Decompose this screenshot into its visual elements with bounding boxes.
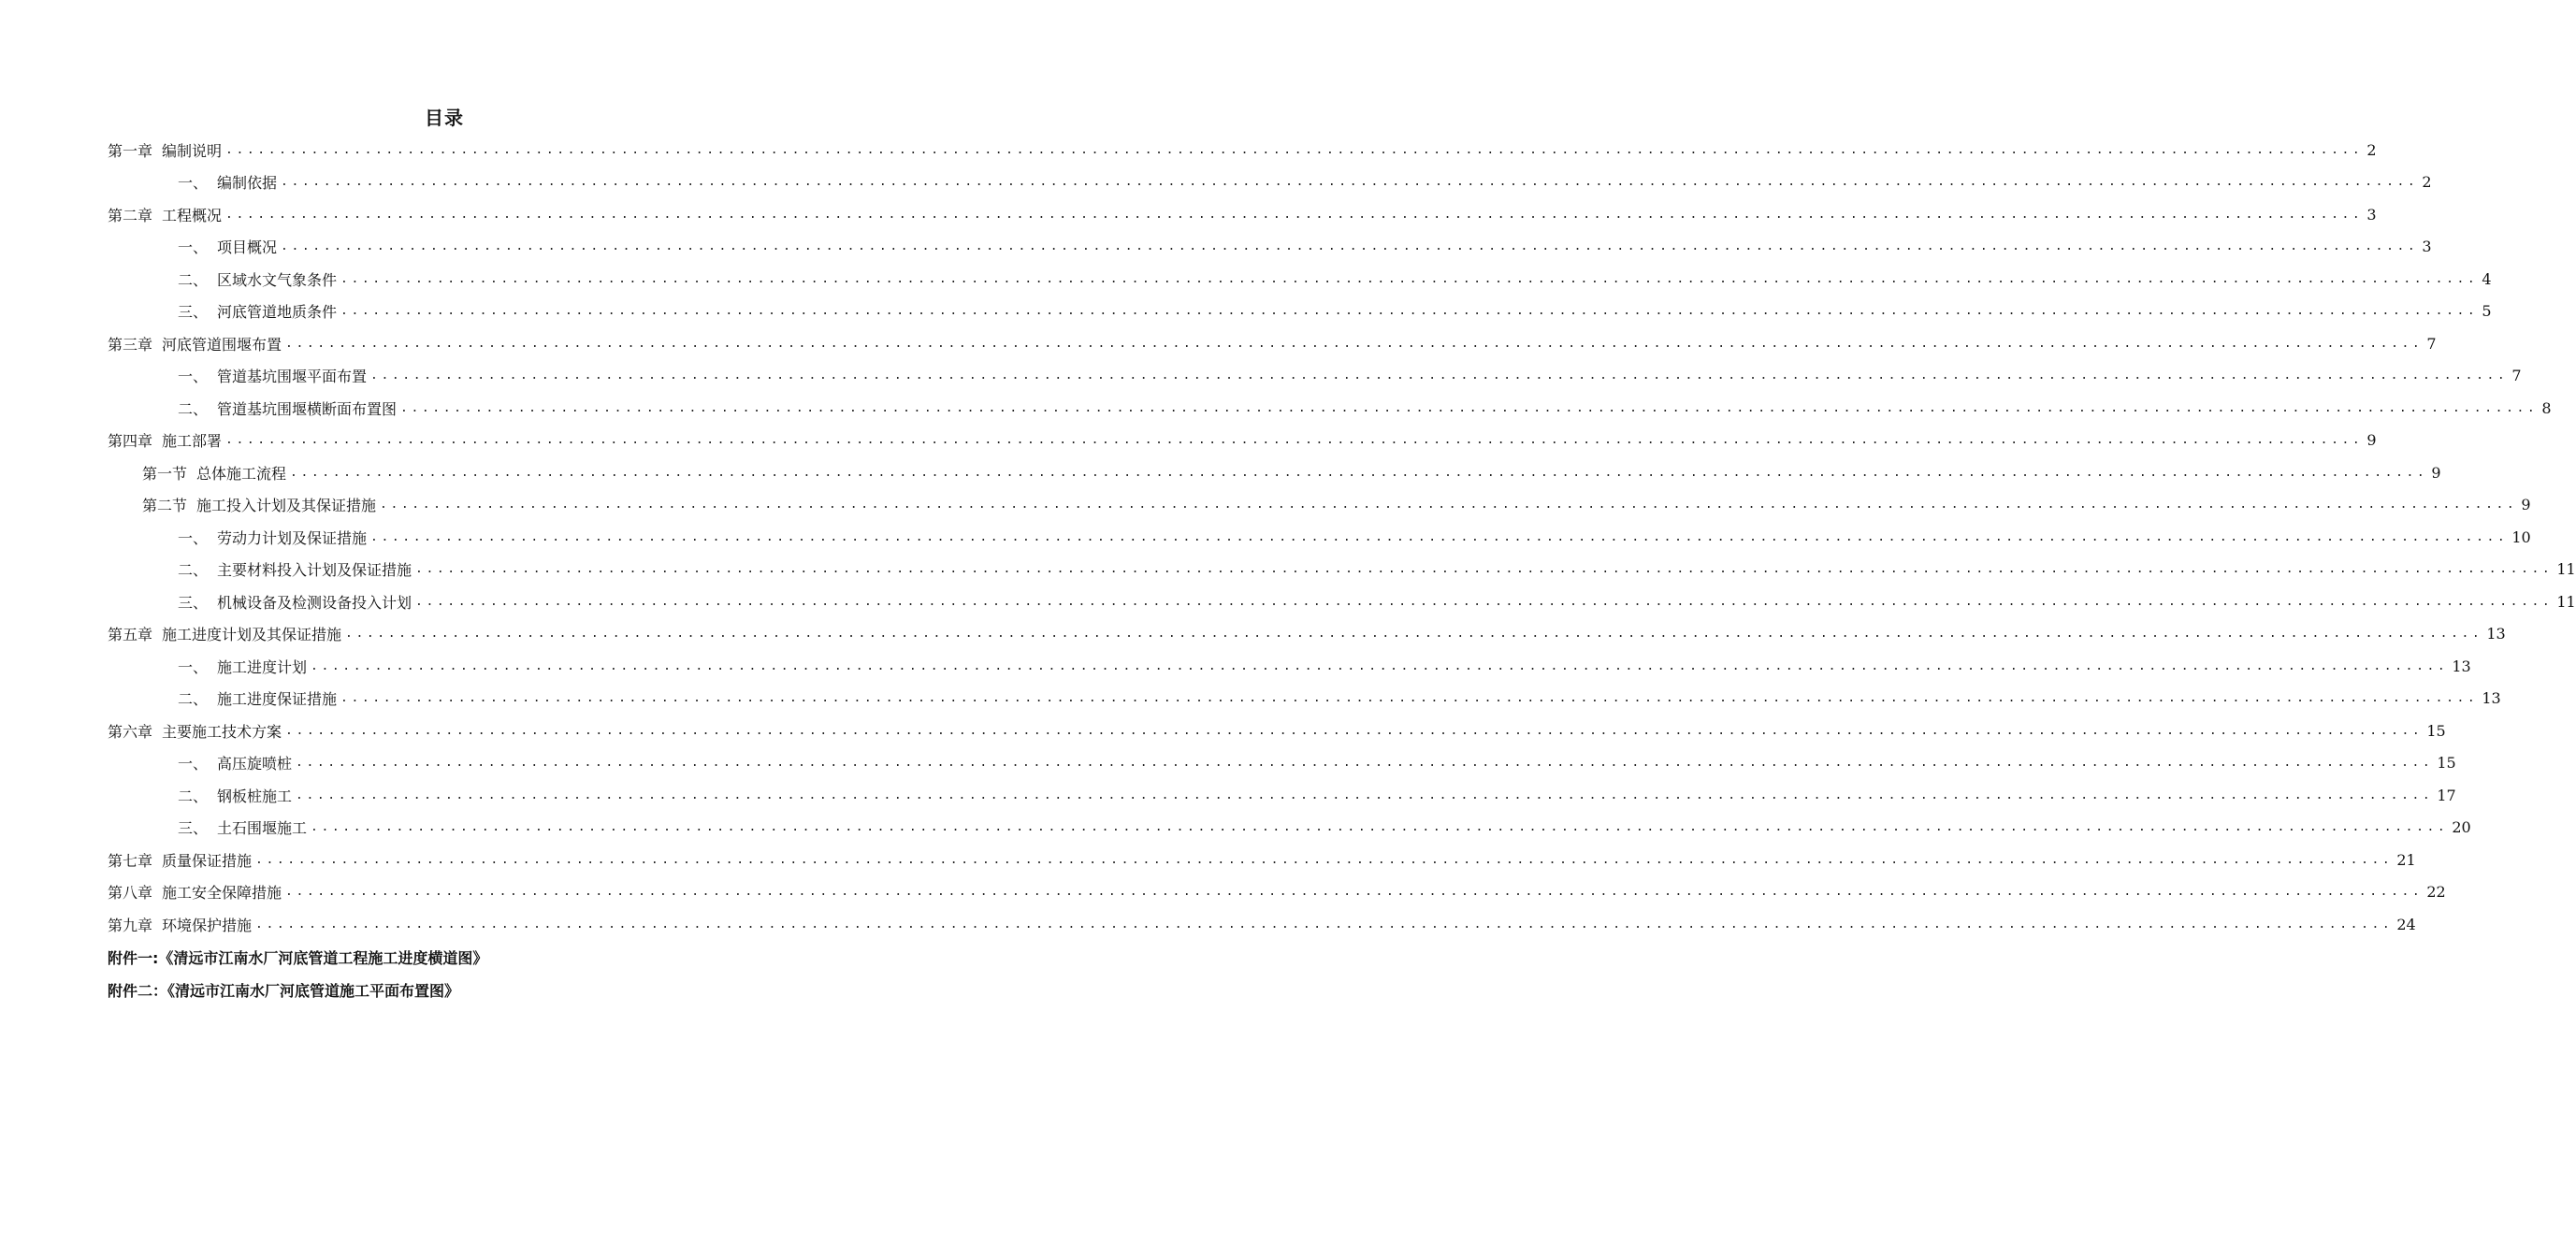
toc-entry-page-number: 9 xyxy=(2431,463,2441,482)
toc-entry[interactable] xyxy=(0,521,2531,553)
toc-dot-leader: ........................................................................................................................................................................................................ xyxy=(340,304,2479,318)
toc-entry-title: 管道基坑围堰横断面布置图 xyxy=(217,399,398,418)
toc-entry[interactable] xyxy=(0,166,2432,198)
toc-entry-number: 第六章 xyxy=(108,722,153,741)
toc-dot-leader: ........................................................................................................................................................................................................ xyxy=(370,368,2509,383)
toc-entry-page-number: 10 xyxy=(2511,527,2531,546)
toc-entry[interactable] xyxy=(0,908,2416,940)
toc-entry[interactable] xyxy=(0,456,2441,488)
toc-entry[interactable] xyxy=(0,134,2377,166)
toc-entry-page-number: 24 xyxy=(2396,915,2416,933)
toc-entry[interactable] xyxy=(0,650,2471,682)
toc-entry-page-number: 17 xyxy=(2437,786,2456,804)
toc-dot-leader: ........................................................................................................................................................................................................ xyxy=(225,142,2364,157)
toc-entry-number: 第二节 xyxy=(142,497,188,514)
toc-entry-page-number: 3 xyxy=(2366,205,2377,224)
toc-entry[interactable] xyxy=(0,198,2377,230)
toc-entry[interactable] xyxy=(0,489,2531,521)
toc-dot-leader: ........................................................................................................................................................................................................ xyxy=(340,691,2479,705)
toc-entry-number: 第九章 xyxy=(108,916,153,934)
toc-dot-leader: ........................................................................................................................................................................................................ xyxy=(370,529,2509,544)
toc-dot-leader: ........................................................................................................................................................................................................ xyxy=(415,562,2554,576)
toc-dot-leader: ........................................................................................................................................................................................................ xyxy=(345,627,2483,641)
toc-dot-leader: ........................................................................................................................................................................................................ xyxy=(225,207,2364,222)
toc-dot-leader: ........................................................................................................................................................................................................ xyxy=(225,433,2364,447)
toc-entry-title: 施工部署 xyxy=(162,432,223,450)
toc-entry[interactable] xyxy=(0,876,2446,908)
toc-entry-title: 河底管道地质条件 xyxy=(217,303,338,321)
toc-entry-title: 劳动力计划及保证措施 xyxy=(217,528,368,547)
toc-entry[interactable] xyxy=(0,392,2552,424)
toc-entry-number: 二、 xyxy=(178,270,209,289)
toc-entry[interactable] xyxy=(0,812,2471,844)
toc-entry-number: 一、 xyxy=(178,528,209,547)
toc-entry-page-number: 2 xyxy=(2366,140,2377,159)
toc-entry-page-number: 13 xyxy=(2482,689,2501,707)
toc-entry-title: 工程概况 xyxy=(162,206,223,224)
toc-entry-title: 河底管道围堰布置 xyxy=(162,335,282,354)
toc-entry-page-number: 9 xyxy=(2521,496,2531,513)
toc-entry-page-number: 5 xyxy=(2482,302,2492,320)
toc-dot-leader: ........................................................................................................................................................................................................ xyxy=(285,723,2424,738)
toc-entry-page-number: 22 xyxy=(2426,883,2446,901)
toc-dot-leader: ........................................................................................................................................................................................................ xyxy=(285,336,2424,351)
toc-entry-title: 环境保护措施 xyxy=(162,916,253,934)
toc-entry-title: 区域水文气象条件 xyxy=(217,270,338,289)
toc-dot-leader: ........................................................................................................................................................................................................ xyxy=(311,658,2449,673)
toc-entry-title: 编制依据 xyxy=(217,174,278,192)
toc-entry-title: 总体施工流程 xyxy=(196,464,287,483)
appendix-2: 附件二：《清远市江南水厂河底管道施工平面布置图》 xyxy=(108,982,460,1000)
toc-entry[interactable] xyxy=(0,618,2506,650)
toc-entry-page-number: 4 xyxy=(2482,269,2492,288)
toc-dot-leader: ........................................................................................................................................................................................................ xyxy=(281,239,2419,253)
toc-entry-title: 高压旋喷桩 xyxy=(217,755,293,773)
toc-entry-page-number: 3 xyxy=(2422,238,2432,255)
toc-entry-page-number: 8 xyxy=(2541,398,2552,417)
toc-entry-page-number: 7 xyxy=(2511,367,2522,384)
toc-entry[interactable] xyxy=(0,263,2492,295)
toc-entry-page-number: 11 xyxy=(2556,592,2576,611)
toc-entry-page-number: 13 xyxy=(2452,657,2471,675)
toc-entry-number: 一、 xyxy=(178,657,209,676)
toc-dot-leader: ........................................................................................................................................................................................................ xyxy=(296,756,2434,770)
toc-entry-title: 土石围堰施工 xyxy=(217,819,308,837)
toc-entry-title: 施工进度计划 xyxy=(217,657,308,676)
toc-entry[interactable] xyxy=(0,296,2492,327)
toc-dot-leader: ........................................................................................................................................................................................................ xyxy=(340,271,2479,286)
toc-entry-title: 项目概况 xyxy=(217,238,278,256)
toc-entry-page-number: 15 xyxy=(2437,754,2456,772)
toc-title: 目录 xyxy=(425,107,464,129)
toc-entry-title: 机械设备及检测设备投入计划 xyxy=(217,593,412,612)
toc-entry-page-number: 9 xyxy=(2366,431,2377,449)
toc-entry[interactable] xyxy=(0,585,2576,617)
toc-entry-number: 第一节 xyxy=(142,464,188,483)
toc-entry[interactable] xyxy=(0,425,2377,456)
toc-entry-number: 二、 xyxy=(178,690,209,708)
toc-entry-number: 一、 xyxy=(178,755,209,773)
toc-entry-number: 第一章 xyxy=(108,141,153,160)
toc-entry[interactable] xyxy=(0,844,2416,875)
toc-entry-number: 一、 xyxy=(178,174,209,192)
toc-entry[interactable] xyxy=(0,554,2576,585)
toc-dot-leader: ........................................................................................................................................................................................................ xyxy=(281,175,2419,189)
toc-entry-title: 质量保证措施 xyxy=(162,851,253,870)
toc-dot-leader: ........................................................................................................................................................................................................ xyxy=(285,885,2424,899)
toc-entry[interactable] xyxy=(0,779,2456,811)
toc-entry-number: 二、 xyxy=(178,787,209,805)
toc-entry-title: 主要施工技术方案 xyxy=(162,722,282,741)
appendix-1: 附件一:《清远市江南水厂河底管道工程施工进度横道图》 xyxy=(108,949,488,967)
toc-dot-leader: ........................................................................................................................................................................................................ xyxy=(296,787,2434,802)
toc-entry-number: 第二章 xyxy=(108,206,153,224)
toc-dot-leader: ........................................................................................................................................................................................................ xyxy=(415,594,2554,609)
toc-entry-page-number: 7 xyxy=(2426,334,2437,353)
toc-entry-number: 三、 xyxy=(178,593,209,612)
toc-entry-title: 主要材料投入计划及保证措施 xyxy=(217,561,412,579)
toc-entry-title: 施工进度保证措施 xyxy=(217,690,338,708)
toc-entry-title: 编制说明 xyxy=(162,141,223,160)
toc-entry-page-number: 21 xyxy=(2396,850,2416,869)
toc-dot-leader: ........................................................................................................................................................................................................ xyxy=(311,820,2449,834)
toc-entry-title: 施工进度计划及其保证措施 xyxy=(162,626,342,643)
toc-entry-title: 钢板桩施工 xyxy=(217,787,293,805)
toc-entry[interactable] xyxy=(0,747,2456,779)
toc-entry-title: 管道基坑围堰平面布置 xyxy=(217,368,368,385)
toc-entry-page-number: 2 xyxy=(2422,173,2432,191)
toc-dot-leader: ........................................................................................................................................................................................................ xyxy=(380,498,2518,512)
toc-entry-number: 二、 xyxy=(178,561,209,579)
toc-dot-leader: ........................................................................................................................................................................................................ xyxy=(255,917,2394,932)
toc-entry[interactable] xyxy=(0,360,2522,392)
toc-entry-number: 第三章 xyxy=(108,335,153,354)
toc-entry-number: 第七章 xyxy=(108,851,153,870)
toc-entry-page-number: 13 xyxy=(2486,625,2506,643)
toc-entry-number: 三、 xyxy=(178,819,209,837)
toc-entry-number: 第八章 xyxy=(108,884,153,902)
toc-dot-leader: ........................................................................................................................................................................................................ xyxy=(255,852,2394,867)
toc-entry-number: 第四章 xyxy=(108,432,153,450)
toc-entry-page-number: 20 xyxy=(2452,818,2471,836)
toc-entry-number: 一、 xyxy=(178,238,209,256)
toc-entry-title: 施工投入计划及其保证措施 xyxy=(196,497,377,514)
toc-entry-number: 一、 xyxy=(178,368,209,385)
toc-dot-leader: ........................................................................................................................................................................................................ xyxy=(290,465,2428,480)
toc-entry-page-number: 11 xyxy=(2556,560,2576,578)
toc-entry[interactable] xyxy=(0,327,2437,359)
toc-entry-number: 第五章 xyxy=(108,626,153,643)
toc-entry-number: 二、 xyxy=(178,399,209,418)
toc-entry-title: 施工安全保障措施 xyxy=(162,884,282,902)
toc-dot-leader: ........................................................................................................................................................................................................ xyxy=(400,400,2539,415)
toc-entry-page-number: 15 xyxy=(2426,721,2446,740)
toc-entry[interactable] xyxy=(0,683,2501,715)
toc-entry[interactable] xyxy=(0,231,2432,263)
toc-entry[interactable] xyxy=(0,715,2446,746)
toc-entry-number: 三、 xyxy=(178,303,209,321)
